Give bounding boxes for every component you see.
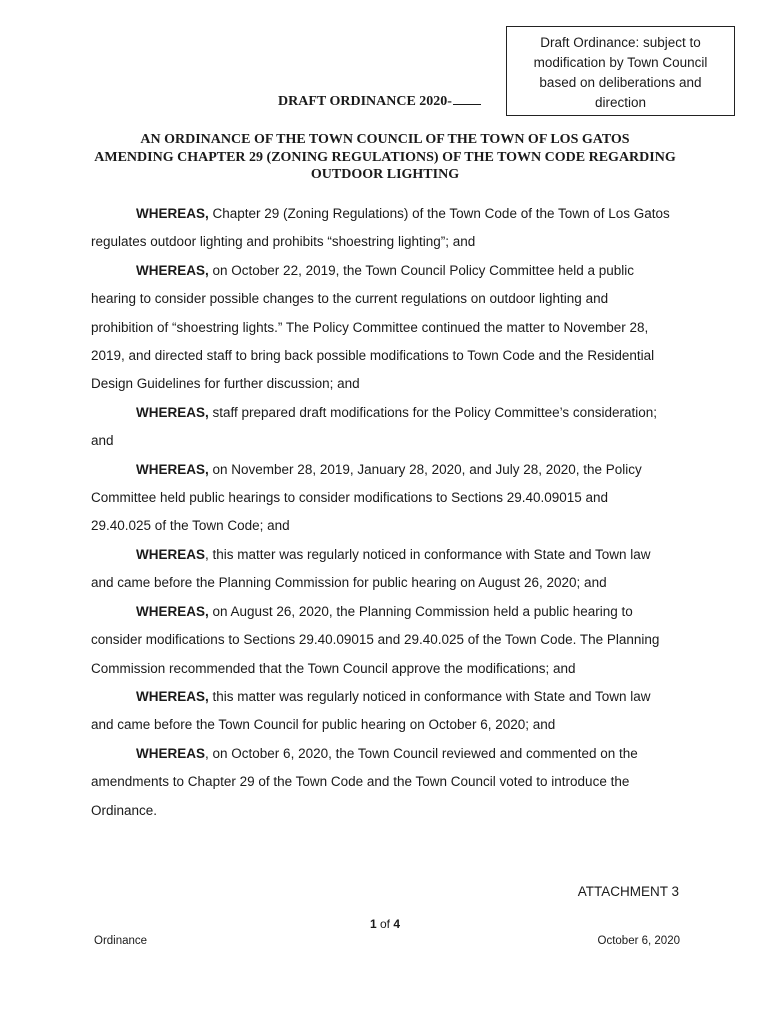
page-separator: of [376,917,394,931]
whereas-keyword: WHEREAS, [136,206,209,221]
whereas-paragraph [91,200,691,257]
ordinance-heading-line: AN ORDINANCE OF THE TOWN COUNCIL OF THE TOWN OF LOS GATOS [140,132,630,147]
footer-document-name: Ordinance [94,935,148,947]
page-total: 4 [393,917,401,931]
draft-note-line: direction [594,95,647,110]
ordinance-number-blank [453,92,481,105]
ordinance-heading [80,131,690,184]
draft-note-line: based on deliberations and [539,75,702,90]
page-current: 1 [369,917,377,931]
whereas-text: , on October 6, 2020, the Town Council reviewed and commented on the amendments to Chapter 29 of the Town Code and the Town Council voted to introduce the Ordinance. [91,745,638,818]
ordinance-heading-line: OUTDOOR LIGHTING [310,167,460,182]
whereas-paragraph [91,541,691,598]
footer-date: October 6, 2020 [597,935,680,947]
whereas-paragraph [91,399,691,456]
whereas-paragraph [91,740,691,825]
ordinance-heading-line: AMENDING CHAPTER 29 (ZONING REGULATIONS) OF THE TOWN CODE REGARDING [94,149,676,165]
recitals-body [91,200,691,825]
whereas-text: on November 28, 2019, January 28, 2020, and July 28, 2020, the Policy Committee held public hearings to consider modifications to Sections 29.40.09015 and 29.40.025 of the Town Code; and [91,461,642,534]
whereas-paragraph [91,683,691,740]
whereas-paragraph [91,456,691,541]
whereas-paragraph [91,598,691,683]
whereas-keyword: WHEREAS, [136,262,209,278]
draft-note-line: modification by Town Council [533,55,708,70]
whereas-text: on October 22, 2019, the Town Council Policy Committee held a public hearing to consider possible changes to the current regulations on outdoor lighting and prohibition of “shoestring lights.” The Policy Committee continued the matter to November 28, 2019, and directed staff to bring back possible modifications to Town Code and the Residential Design Guidelines for further discussion; and [91,262,655,392]
page-number [0,917,770,931]
whereas-keyword: WHEREAS, [136,461,209,477]
whereas-text: this matter was regularly noticed in conformance with State and Town law and came before the Town Council for public hearing on October 6, 2020; and [91,688,651,733]
whereas-keyword: WHEREAS, [136,404,209,420]
whereas-paragraph [91,257,691,399]
whereas-text: Chapter 29 (Zoning Regulations) of the Town Code of the Town of Los Gatos regulates outdoor lighting and prohibits “shoestring lighting”; and [91,206,670,250]
draft-note-box [506,26,735,116]
whereas-keyword: WHEREAS [136,546,206,562]
whereas-keyword: WHEREAS, [136,603,209,619]
whereas-text: staff prepared draft modifications for the Policy Committee’s consideration; and [91,404,657,449]
whereas-text: on August 26, 2020, the Planning Commission held a public hearing to consider modifications to Sections 29.40.09015 and 29.40.025 of the Town Code. The Planning Commission recommended that the Town Council approve the modifications; and [91,603,660,676]
whereas-keyword: WHEREAS, [136,688,209,704]
draft-ordinance-title-text: DRAFT ORDINANCE 2020- [278,94,452,109]
whereas-keyword: WHEREAS [136,745,206,761]
whereas-text: , this matter was regularly noticed in conformance with State and Town law and came before the Planning Commission for public hearing on August 26, 2020; and [91,546,651,591]
draft-note-line: Draft Ordinance: subject to [540,35,701,50]
draft-ordinance-title [278,92,481,110]
attachment-label: ATTACHMENT 3 [577,884,679,899]
